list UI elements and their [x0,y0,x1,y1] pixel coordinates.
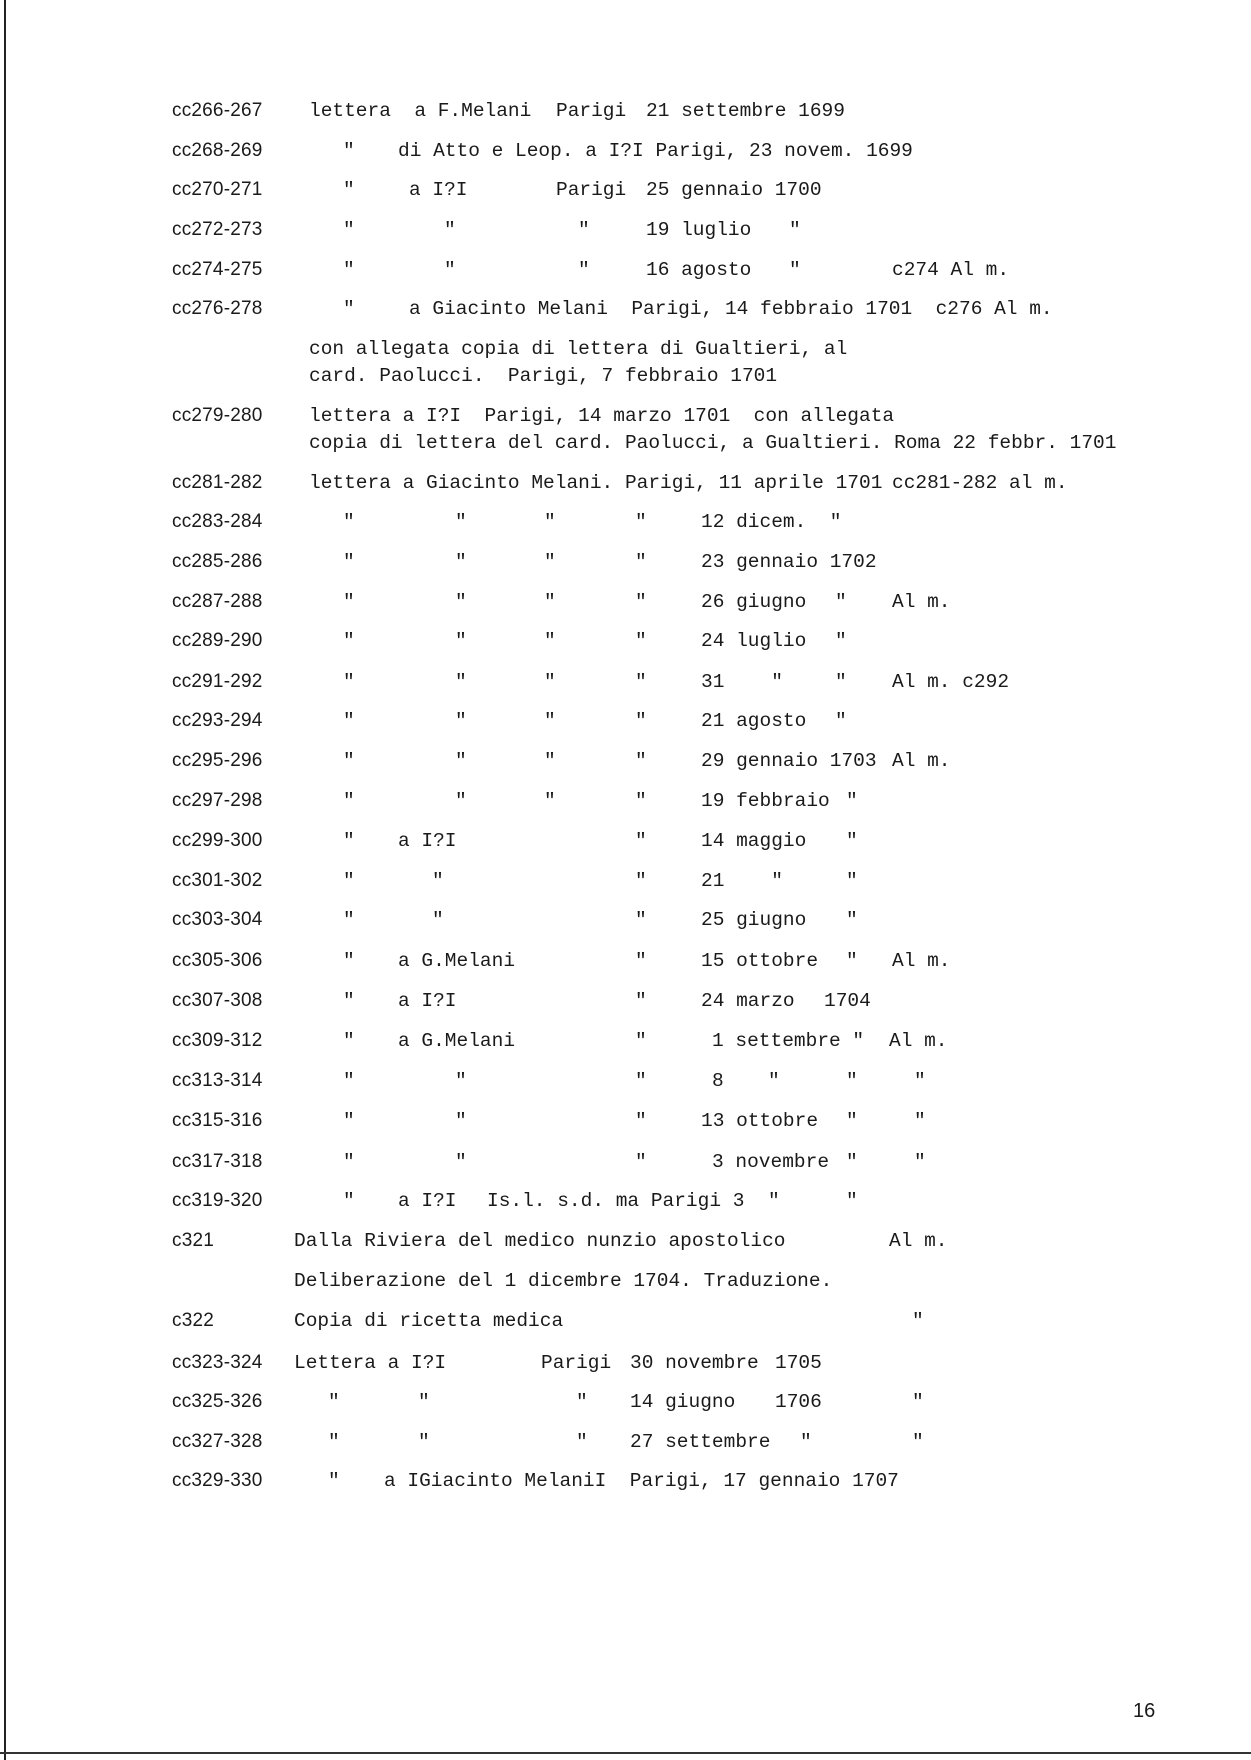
entry-ref: cc297-298 [172,790,263,811]
entry-year: 1704 [824,990,871,1012]
ditto-mark: " [343,1190,355,1212]
margin-note: Al m. [889,1030,948,1052]
ditto-mark: " [635,551,647,573]
entry-row [0,1149,1251,1179]
margin-note: Al m. c292 [892,671,1010,693]
ditto-mark: " [835,630,847,652]
entry-year: 1706 [775,1391,822,1413]
ditto-mark: " [343,259,355,281]
entry-text: copia di lettera del card. Paolucci, a Gualtieri. Roma 22 febbr. 1701 [309,432,1117,454]
ditto-mark: " [343,1110,355,1132]
entry-row [0,669,1251,699]
ditto-mark: " [343,511,355,533]
entry-row [0,403,1251,433]
entry-row [0,1429,1251,1459]
entry-date: 25 giugno [701,909,807,931]
ditto-mark: " [343,830,355,852]
entry-ref: cc325-326 [172,1391,263,1412]
entry-row [0,1308,1251,1338]
entry-date: 19 luglio [646,219,752,241]
entry-row [0,1108,1251,1138]
ditto-mark: " [846,909,858,931]
ditto-mark: " [576,1431,588,1453]
entry-date: 26 giugno [701,591,807,613]
entry-row [0,788,1251,818]
entry-ref: cc299-300 [172,830,263,851]
ditto-mark: " [835,671,847,693]
entry-ref: cc291-292 [172,671,263,692]
ditto-mark: " [455,591,467,613]
ditto-mark: " [846,1110,858,1132]
entry-ref: cc283-284 [172,511,263,532]
ditto-mark: " [544,750,556,772]
entry-row [0,296,1251,326]
entry-date: 12 dicem. " [701,511,842,533]
entry-ref: cc272-273 [172,219,263,240]
ditto-mark: " [343,909,355,931]
entry-text: a I?I [398,1190,457,1212]
ditto-mark: " [343,671,355,693]
ditto-mark: " [343,140,355,162]
ditto-mark: " [914,1110,926,1132]
entry-ref: cc287-288 [172,591,263,612]
margin-note: Al m. [892,591,951,613]
entry-ref: cc270-271 [172,179,263,200]
entry-date: 8 [712,1070,724,1092]
ditto-mark: " [343,298,355,320]
ditto-mark: " [343,870,355,892]
entry-text: card. Paolucci. Parigi, 7 febbraio 1701 [309,365,778,387]
page-number: 16 [1133,1700,1156,1722]
entry-row-continuation [0,1268,1251,1298]
margin-note: Al m. [889,1230,948,1252]
entry-place: Parigi [556,100,627,122]
margin-note: c274 Al m. [892,259,1010,281]
entry-date: 27 settembre [630,1431,771,1453]
ditto-mark: " [846,1070,858,1092]
ditto-mark: " [635,591,647,613]
entry-date: 21 " [701,870,783,892]
entry-row [0,509,1251,539]
ditto-mark: " [635,909,647,931]
entry-date: 21 agosto [701,710,807,732]
margin-note: cc281-282 al m. [892,472,1068,494]
entry-text: lettera a I?I Parigi, 14 marzo 1701 con allegata [309,405,895,427]
entry-ref: cc315-316 [172,1110,263,1131]
entry-row [0,217,1251,247]
entry-ref: cc303-304 [172,909,263,930]
entry-row [0,177,1251,207]
entry-ref: cc293-294 [172,710,263,731]
ditto-mark: " [635,630,647,652]
ditto-mark: " [544,790,556,812]
ditto-mark: " [912,1391,924,1413]
ditto-mark: " [328,1391,340,1413]
entry-date: 25 gennaio 1700 [646,179,822,201]
ditto-mark: " [444,259,456,281]
entry-ref: cc307-308 [172,990,263,1011]
entry-text: a I?I [398,830,457,852]
entry-text: lettera a F.Melani [309,100,532,122]
entry-ref: c321 [172,1230,215,1251]
entry-row [0,138,1251,168]
entry-date: 15 ottobre [701,950,819,972]
ditto-mark: " [578,259,590,281]
entry-row [0,907,1251,937]
ditto-mark: " [328,1470,340,1492]
ditto-mark: " [343,219,355,241]
ditto-mark: " [635,750,647,772]
entry-text: Is.l. s.d. ma Parigi 3 [487,1190,745,1212]
entry-row [0,628,1251,658]
entry-date: 23 gennaio 1702 [701,551,877,573]
entry-row [0,828,1251,858]
entry-ref: cc276-278 [172,298,263,319]
entry-date: 24 marzo [701,990,795,1012]
ditto-mark: " [846,1151,858,1173]
ditto-mark: " [343,1070,355,1092]
entry-date: 19 febbraio [701,790,830,812]
entry-text: a Giacinto Melani Parigi, 14 febbraio 1701 c276 Al m. [409,298,1053,320]
ditto-mark: " [432,870,444,892]
ditto-mark: " [544,710,556,732]
ditto-mark: " [544,551,556,573]
entry-row [0,1188,1251,1218]
ditto-mark: " [544,671,556,693]
entry-row [0,257,1251,287]
ditto-mark: " [912,1431,924,1453]
ditto-mark: " [544,511,556,533]
entry-row [0,589,1251,619]
ditto-mark: " [455,710,467,732]
entry-text: a I?I [398,990,457,1012]
entry-date: 24 luglio [701,630,807,652]
ditto-mark: " [444,219,456,241]
entry-ref: cc285-286 [172,551,263,572]
entry-date: 14 maggio [701,830,807,852]
ditto-mark: " [343,950,355,972]
entry-row [0,98,1251,128]
ditto-mark: " [343,710,355,732]
ditto-mark: " [343,179,355,201]
entry-text: a G.Melani [398,950,516,972]
entry-date: 16 agosto [646,259,752,281]
entry-ref: cc268-269 [172,140,263,161]
entry-ref: cc279-280 [172,405,263,426]
ditto-mark: " [455,750,467,772]
entry-row-continuation [0,363,1251,393]
entry-date: 31 " [701,671,783,693]
entry-ref: cc323-324 [172,1352,263,1373]
entry-ref: cc266-267 [172,100,263,121]
entry-row [0,1389,1251,1419]
entry-ref: cc317-318 [172,1151,263,1172]
ditto-mark: " [432,909,444,931]
ditto-mark: " [914,1151,926,1173]
entry-text: a I?I [409,179,468,201]
entry-date: 14 giugno [630,1391,736,1413]
ditto-mark: " [343,551,355,573]
ditto-mark: " [455,671,467,693]
entry-row [0,1228,1251,1258]
entry-date: 30 novembre [630,1352,759,1374]
ditto-mark: " [343,790,355,812]
entry-row [0,1068,1251,1098]
entry-date: 13 ottobre [701,1110,819,1132]
ditto-mark: " [846,790,858,812]
entry-row [0,1350,1251,1380]
entry-text: con allegata copia di lettera di Gualtieri, al [309,338,848,360]
entry-date: 1 settembre " [712,1030,865,1052]
entry-date: 29 gennaio 1703 [701,750,877,772]
entry-row [0,868,1251,898]
ditto-mark: " [635,990,647,1012]
entry-row [0,988,1251,1018]
entry-date: 3 novembre [712,1151,830,1173]
ditto-mark: " [343,630,355,652]
margin-note: Al m. [892,950,951,972]
entry-row-continuation [0,336,1251,366]
ditto-mark: " [635,1151,647,1173]
ditto-mark: " [455,1070,467,1092]
entry-ref: cc301-302 [172,870,263,891]
ditto-mark: " [455,1151,467,1173]
entry-ref: cc327-328 [172,1431,263,1452]
ditto-mark: " [635,1030,647,1052]
entry-ref: cc329-330 [172,1470,263,1491]
entry-row [0,1468,1251,1498]
ditto-mark: " [343,750,355,772]
entry-row [0,748,1251,778]
entry-row-continuation [0,430,1251,460]
ditto-mark: " [789,259,801,281]
ditto-mark: " [635,671,647,693]
ditto-mark: " [635,830,647,852]
ditto-mark: " [578,219,590,241]
ditto-mark: " [635,950,647,972]
ditto-mark: " [455,790,467,812]
entry-ref: cc305-306 [172,950,263,971]
ditto-mark: " [343,1030,355,1052]
entry-row [0,549,1251,579]
scan-bottom-border [0,1752,1251,1754]
entry-text: Dalla Riviera del medico nunzio apostolico [294,1230,786,1252]
ditto-mark: " [544,630,556,652]
ditto-mark: " [768,1070,780,1092]
ditto-mark: " [455,630,467,652]
entry-ref: cc295-296 [172,750,263,771]
ditto-mark: " [835,591,847,613]
ditto-mark: " [635,511,647,533]
ditto-mark: " [635,710,647,732]
entry-text: di Atto e Leop. a I?I Parigi, 23 novem. 1699 [398,140,913,162]
ditto-mark: " [455,1110,467,1132]
ditto-mark: " [343,1151,355,1173]
ditto-mark: " [789,219,801,241]
ditto-mark: " [835,710,847,732]
ditto-mark: " [343,990,355,1012]
entry-ref: c322 [172,1310,215,1331]
ditto-mark: " [328,1431,340,1453]
entry-text: Lettera a I?I [294,1352,447,1374]
ditto-mark: " [544,591,556,613]
ditto-mark: " [635,790,647,812]
ditto-mark: " [912,1310,924,1332]
ditto-mark: " [576,1391,588,1413]
ditto-mark: " [343,591,355,613]
ditto-mark: " [418,1431,430,1453]
entry-ref: cc274-275 [172,259,263,280]
ditto-mark: " [846,830,858,852]
ditto-mark: " [846,870,858,892]
entry-text: lettera a Giacinto Melani. Parigi, 11 aprile 1701 [309,472,883,494]
entry-text: Deliberazione del 1 dicembre 1704. Traduzione. [294,1270,833,1292]
ditto-mark: " [800,1431,812,1453]
ditto-mark: " [635,870,647,892]
ditto-mark: " [635,1070,647,1092]
entry-row [0,708,1251,738]
ditto-mark: " [846,1190,858,1212]
ditto-mark: " [635,1110,647,1132]
entry-row [0,470,1251,500]
entry-row [0,948,1251,978]
entry-ref: cc319-320 [172,1190,263,1211]
margin-note: Al m. [892,750,951,772]
ditto-mark: " [455,511,467,533]
entry-row [0,1028,1251,1058]
entry-place: Parigi [556,179,627,201]
ditto-mark: " [846,950,858,972]
entry-ref: cc289-290 [172,630,263,651]
ditto-mark: " [455,551,467,573]
entry-date: 21 settembre 1699 [646,100,845,122]
ditto-mark: " [768,1190,780,1212]
entry-text: a IGiacinto MelaniI Parigi, 17 gennaio 1707 [384,1470,899,1492]
entry-place: Parigi [541,1352,612,1374]
entry-ref: cc309-312 [172,1030,263,1051]
ditto-mark: " [418,1391,430,1413]
entry-ref: cc281-282 [172,472,263,493]
entry-year: 1705 [775,1352,822,1374]
entry-ref: cc313-314 [172,1070,263,1091]
entry-text: a G.Melani [398,1030,516,1052]
entry-text: Copia di ricetta medica [294,1310,564,1332]
ditto-mark: " [914,1070,926,1092]
